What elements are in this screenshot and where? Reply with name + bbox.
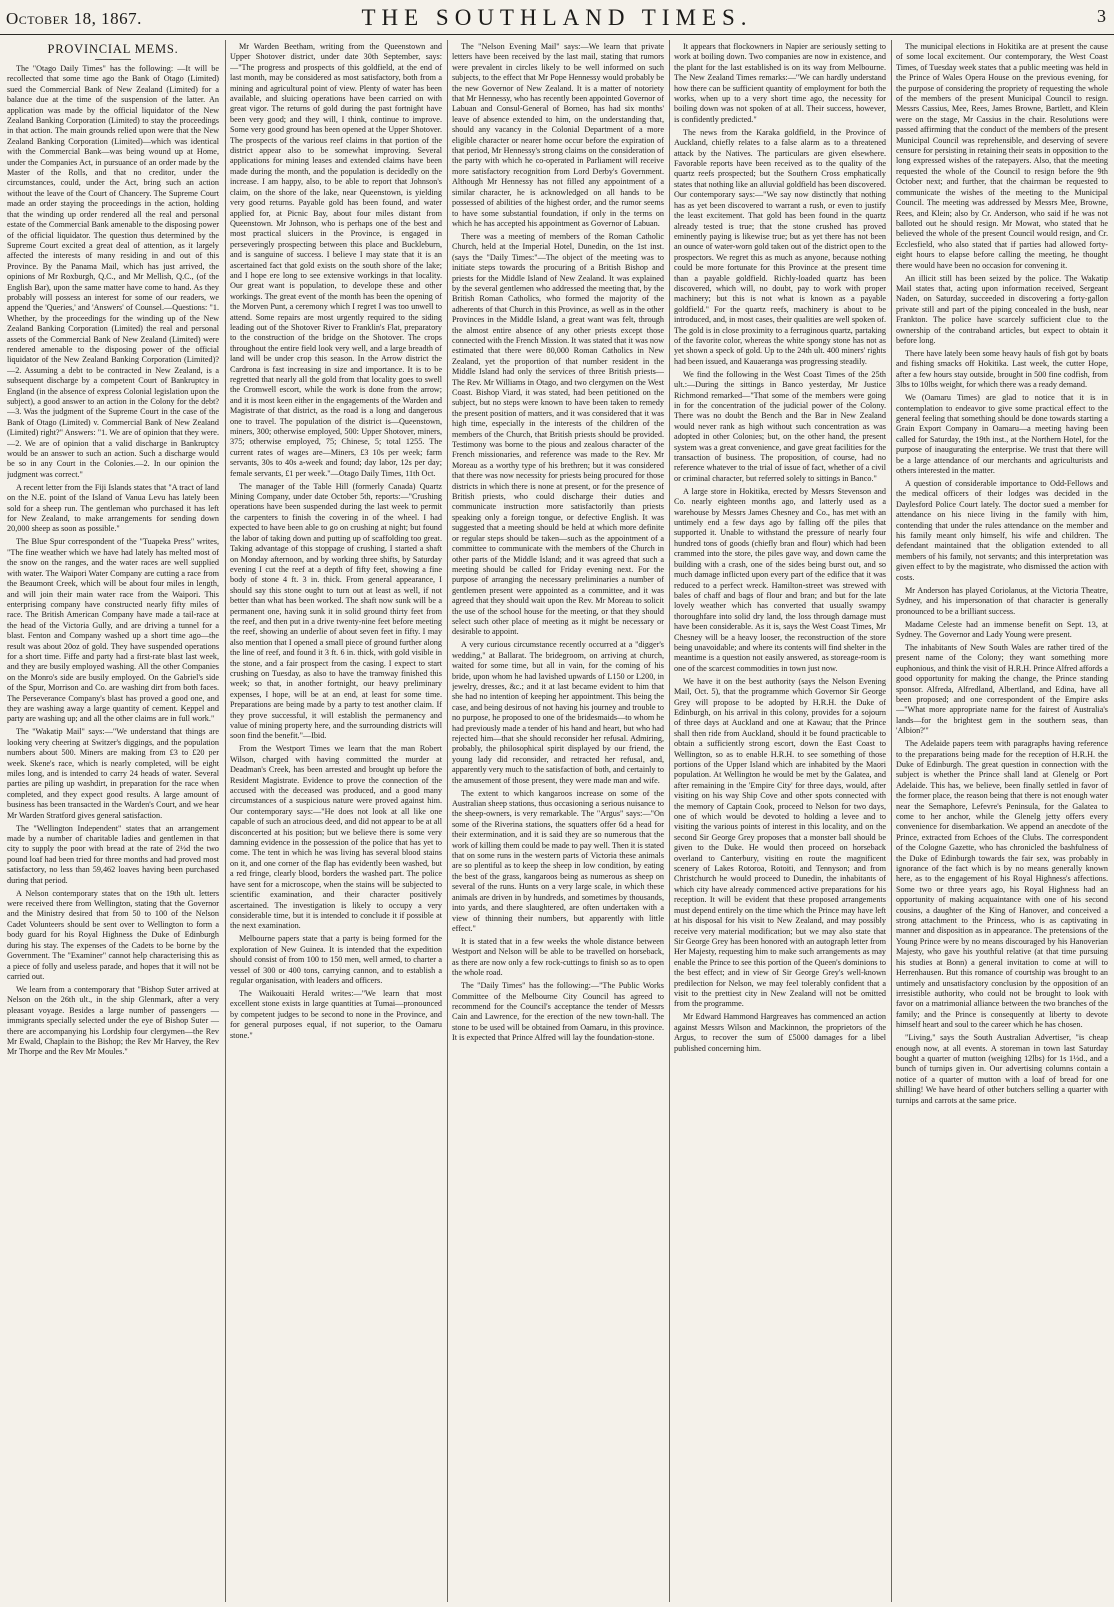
article-paragraph: From the Westport Times we learn that the man Robert Wilson, charged with having committed the murder at Deadman's Creek, has been arrested and brought up before the Resident Magistrate. Evidence to prove the connection of the accused with the deceased was produced, and a good many circumstances of a suspicious nature were proved against him. Our contemporary says:—"He does not look at all like one capable of such an atrocious deed, and did not appear to be at all disconcerted at his position; but we believe there is some very damning evidence in the possession of the police that has yet to come. The tent in which he was living has several blood stains on it, and one corner of the flap has evidently been washed, but a red fringe, clearly blood, borders the washed part. The police have sent for a microscope, when the stains will be subjected to scientific examination, and their character positively ascertained. The investigation is likely to occupy a very considerable time, but it is intended to conclude it if possible at the next examination.: [230, 744, 442, 931]
article-paragraph: Melbourne papers state that a party is being formed for the exploration of New Guinea. It is intended that the expedition should consist of from 100 to 150 men, well armed, to charter a vessel of 300 or 400 tons, carrying cannon, and to establish a regular organisation, with leaders and officers.: [230, 934, 442, 985]
article-paragraph: There have lately been some heavy hauls of fish got by boats and fishing smacks off Hokitika. Last week, the cutter Hope, after a few hours stay outside, brought in 500 fine codfish, from 3lbs to 10lbs weight, for which there was a ready demand.: [896, 348, 1108, 390]
heading-rule: [95, 59, 131, 60]
column-rule: [669, 40, 670, 1602]
article-paragraph: The "Daily Times" has the following:—"The Public Works Committee of the Melbourne City Council has agreed to recommend for the Council's acceptance the tender of Messrs Cain and Lawrence, for the erection of the new town-hall. The stone to be used will be obtained from Oamaru, in this province. It is expected that Prince Alfred will lay the foundation-stone.: [452, 981, 664, 1043]
column-5: [896, 42, 1108, 1602]
article-paragraph: There was a meeting of members of the Roman Catholic Church, held at the Imperial Hotel, Dunedin, on the 1st inst. (says the "Daily Times:"—The object of the meeting was to initiate steps towards the procuring of a British Bishop and priests for the Middle Island of New Zealand. It was explained by the several gentlemen who addressed the meeting that, by the British Roman Catholics, who formed the majority of the adherents of that Church in this Province, as well as in the other Provinces in the Middle Island, a great want was felt, through the almost entire absence of any other priests except those connected with the French Mission. It was stated that it was now estimated that there were 80,000 Roman Catholics in New Zealand, yet the proportion of that number resident in the Middle Island had only the services of three British priests—The Rev. Mr Williams in Otago, and two clergymen on the West Coast. Bishop Viard, it was stated, had been petitioned on the subject, but no steps were known to have been taken to remedy the present position of matters, and it was considered that it was high time, especially in the interests of the children of the members of the Church, that British priests should be provided. Testimony was borne to the pious and zealous character of the French missionaries, and reference was made to the Rev. Mr Moreau as a worthy type of his brethren; but it was considered that there was now necessity for priests being procured for those districts in which there is none at present, or for the presence of British priests, who could discharge their duties and communicate instruction more satisfactorily than priests speaking only a foreign tongue, or defective English. It was suggested that a meeting should be held at which more definite or regular steps should be taken—such as the appointment of a committee to communicate with the members of the Church in other parts of the Middle Island; and it was agreed that such a meeting should be called for Friday evening next. For the purpose of arranging the necessary preliminaries a number of gentlemen present were appointed as a committee, and it was agreed that they should wait upon the Rev. Mr Moreau to solicit the use of the school house for the meeting, or that they should select such other place of meeting as it might be necessary or desirable to appoint.: [452, 231, 664, 637]
column-4: [674, 42, 886, 1602]
article-paragraph: The inhabitants of New South Wales are rather tired of the present name of the Colony; they want something more euphonious, and think the visit of H.R.H. Prince Alfred affords a good opportunity for making the change, the Prince standing sponsor. Alfreda, Alfredland, Albertland, and Edina, have all been proposed; and one correspondent of the Empire asks—"What more appropriate name for the fairest of Australia's lands—for the brightest gem in the southern seas, than 'Albion?'": [896, 642, 1108, 736]
masthead: [0, 0, 1114, 35]
article-paragraph: A question of considerable importance to Odd-Fellows and the medical officers of their lodges was decided in the Daylesford Police Court lately. The doctor sued a member for attendance on his niece living in the family with him, contending that under the rules attendance on the member and his family meant only himself, his wife and children. The defendant maintained that the obligation extended to all members of his family, not servants; and this interpretation was given effect to by the magistrate, who dismissed the action with costs.: [896, 479, 1108, 582]
article-paragraph: The "Nelson Evening Mail" says:—We learn that private letters have been received by the last mail, stating that rumors were prevalent in circles likely to be well informed on such subjects, to the effect that Mr Pope Hennessy would probably be the new Governor of New Zealand. It is a matter of notoriety that Mr Hennessy, who has recently been appointed Governor of Labuan and Consul-General of Borneo, has had six months' leave of absence extended to him, on the understanding that, should any vacancy in the Colonial Department of a more eligible character or nearer home occur before the expiration of that period, Mr Hennessy's strong claims on the consideration of the party with which he co-operated in Parliament will receive more satisfactory recognition from Lord Derby's Government. Although Mr Hennessy has not filled any appointment of a similar character, he is acknowledged on all hands to be possessed of abilities of the highest order, and the rumor seems to have some substantial foundation, if only in the terms on which he has accepted his appointment as Governor of Labuan.: [452, 42, 664, 228]
article-paragraph: The news from the Karaka goldfield, in the Province of Auckland, chiefly relates to a false alarm as to a threatened attack by the Natives. The particulars are given elsewhere. Favorable reports have been received as to the quality of the quartz reefs prospected; but the Southern Cross emphatically states that nothing like an alluvial goldfield has been discovered. Our contemporary says:—"We say now distinctly that nothing has as yet been discovered to warrant a rush, or even to justify the least excitement. That gold has been found in the quartz already tested is true; that the stone crushed has proved eminently paying is likewise true; but as yet there has not been an ounce of water-worn gold taken out of the district open to the prospectors. We regret this as much as anyone, because nothing could be more fortunate for this Province at the present time than a payable goldfield. Richly-loaded quartz has been discovered, which will, no doubt, pay to work with proper machinery; but this is not what is known as a payable goldfield." For the quartz reefs, machinery is about to be introduced, and, in most cases, their qualities are well spoken of. The gold is in close proximity to a ferruginous quartz, partaking of the favorite color, whereas the white spongy stone has not as yet shown a speck of gold. Up to the 24th ult. 400 miners' rights had been issued, and Kauaeranga was progressing steadily.: [674, 127, 886, 366]
article-paragraph: A recent letter from the Fiji Islands states that "A tract of land on the N.E. point of the Island of Vanua Levu has lately been sold for a sheep run. The gentleman who purchased it has left for New Zealand, to make arrangements for sending down 20,000 sheep as soon as possible.": [7, 482, 219, 534]
article-paragraph: A large store in Hokitika, erected by Messrs Stevenson and Co. nearly eighteen months ago, and latterly used as a warehouse by Messrs James Chesney and Co., has met with an untimely end a few days ago by falling off the piles that supported it. Unable to withstand the pressure of nearly four hundred tons of goods (chiefly bran and flour) which had been crammed into the store, the piles gave way, and down came the building with a crash, one of the sides being burst out, and so much damage inflicted upon every part of the edifice that it was reduced to a perfect wreck. Hamilton-street was strewed with bales of chaff and bags of flour and bran; and but for the late lovely weather which has converted that usually swampy thoroughfare into solid dry land, the loss through damage must have been considerable. As it is, says the West Coast Times, Mr Chesney will be a heavy looser, the reconstruction of the store being unavoidable; and where its contents will find shelter in the meantime is a question not easily answered, as storeage-room is one of the scarcest commodities in town just now.: [674, 486, 886, 673]
article-paragraph: The municipal elections in Hokitika are at present the cause of some local excitement. Our contemporary, the West Coast Times, of Tuesday week states that a public meeting was held in the Prince of Wales Opera House on the previous evening, for the purpose of considering the propriety of requesting the whole of the members of the present Municipal Council to resign. Messrs Cassius, Mee, Rees, James Browne, Bartlett, and Klein were on the stage, Mr Cassius in the chair. Resolutions were passed affirming that the conduct of the members of the present Municipal Council was reprehensible, and deserving of severe censure for persisting in retaining their seats in opposition to the long expressed wishes of the ratepayers. Also, that the meeting requested the whole of the Council to resign before the 9th October next; and further, that the chairman be requested to communicate the wishes of the meeting to the Municipal Council. The meeting was addressed by Messrs Mee, Browne, Rees, and Klein; also by Cr. Anderson, who said if he was not balloted out he should resign. Mr Mowat, who stated that he believed the whole of the present Council would resign, and Cr. Ecclesfield, who also stated that if parties had allowed forty-eight hours to elapse before calling the meeting, he thought there would have been no occasion for convening it.: [896, 42, 1108, 270]
article-paragraph: It appears that flockowners in Napier are seriously setting to work at boiling down. Two companies are now in existence, and the plant for the last established is on its way from Melbourne. The New Zealand Times remarks:—"We can hardly understand how there can be sufficient quantity of employment for both the works, when up to a very short time ago, the necessity for boiling down was not spoken of at all. Their success, however, is confidently predicted.": [674, 42, 886, 124]
article-paragraph: "Living," says the South Australian Advertiser, "is cheap enough now, at all events. A storeman in town last Saturday bought a quarter of mutton (weighing 12lbs) for 1s 1½d., and a bunch of turnips given in. Our advertising columns contain a notice of a quarter of mutton with a loaf of bread for one shilling! We have heard of other butchers selling a quarter with turnips and carrots at the same price.: [896, 1033, 1108, 1105]
article-paragraph: A very curious circumstance recently occurred at a "digger's wedding," at Ballarat. The bridegroom, on arriving at church, waited for some time, but all in vain, for the coming of his bride, upon whom he had lavished upwards of L150 or L200, in jewelry, dresses, &c.; and it at last became evident to him that she had no intention of keeping her appointment. This being the case, and being desirous of not having his journey and trouble to no purpose, he proposed to one of the bridesmaids—to whom he had previously made a tender of his hand and heart, but who had rejected him—that she should reconsider her refusal. Admiring, probably, the philosophical spirit displayed by our friend, the young lady did reconsider, and retracted her refusal, and, apparently very much to the satisfaction of both, and certainly to the amusement of those present, they were made man and wife.: [452, 640, 664, 785]
newspaper-title: THE SOUTHLAND TIMES.: [361, 5, 753, 30]
article-paragraph: A Nelson contemporary states that on the 19th ult. letters were received there from Wellington, stating that the Governor and the Ministry desired that from 50 to 100 of the Nelson Cadet Volunteers should be sent over to Wellington to form a body guard for his Royal Highness the Duke of Edinburgh during his stay. The expenses of the Cadets to be borne by the Government. The "Examiner" cannot help characterising this as a piece of folly and useless parade, and hopes that it will not be carried out.: [7, 888, 219, 981]
page-number: 3: [1097, 6, 1106, 26]
article-paragraph: We learn from a contemporary that "Bishop Suter arrived at Nelson on the 26th ult., in the ship Glenmark, after a very pleasant voyage. Besides a large number of passengers — immigrants specially selected under the eye of Bishop Suter —there are accompanying his Lordship four clergymen—the Rev Mr Ewald, Chaplain to the Bishop; the Rev Mr Harvey, the Rev Mr Thorpe and the Rev Mr Moules.": [7, 984, 219, 1057]
article-paragraph: We have it on the best authority (says the Nelson Evening Mail, Oct. 5), that the programme which Governor Sir George Grey will propose to be adopted by H.R.H. the Duke of Edinburgh, on his arrival in this colony, provides for a sojourn of three days at Auckland and one at Kawau; that the Prince shall then ride from Auckland, should it be found practicable to obtain a sufficiently strong escort, down the East Coast to Wellington, so as to enable H.R.H. to see something of those portions of the Upper Island which are inhabited by the Maori population. At Wellington he would be met by the Galatea, and after remaining in the 'Empire City' for three days, would, after visiting on his way Ship Cove and other spots connected with the memory of Captain Cook, proceed to Nelson for two days, one of which would be devoted to holding a levee and to visiting the various points of interest in this locality, and on the second Sir George Grey proposes that a monster ball should be given to the Duke. He would then proceed on horseback overland to Canterbury, visiting en route the magnificent scenery of Lakes Rotoroa, Rotoiti, and Tennyson; and from Christchurch he would proceed to Dunedin, the inhabitants of which city have already commenced active preparations for his reception. It will be evident that these proposed arrangements must depend entirely on the time which the Prince may have left at his disposal for his visit to New Zealand, and may possibly receive very material modification; but we may also state that Sir George Grey has been honored with an autograph letter from Her Majesty, requesting him to make such arrangements as may enable the Prince to see this portion of the Queen's dominions to the best effect; and in view of Sir George Grey's well-known predilection for Nelson, we may feel tolerably confident that a visit to the prettiest city in New Zealand will not be omitted from the programme.: [674, 676, 886, 1009]
column-rule: [225, 40, 226, 1602]
column-2: [230, 42, 442, 1602]
article-paragraph: Mr Anderson has played Coriolanus, at the Victoria Theatre, Sydney, and his impersonation of that character is generally pronounced to be a brilliant success.: [896, 585, 1108, 616]
section-heading: PROVINCIAL MEMS.: [47, 42, 179, 56]
article-paragraph: The "Otago Daily Times" has the following: —It will be recollected that some time ago the Bank of Otago (Limited) sued the Commercial Bank of New Zealand (Limited) for a balance due at the time of the suspension of the latter. An application was made by the official liquidator of the New Zealand Banking Corporation (Limited) to stay the proceedings in that action. The main grounds relied upon were that the New Zealand Banking Corporation (Limited)—which was identical with the Commercial Bank—was being wound up at Home, under the Companies Act, in pursuance of an order made by the Master of the Rolls, and that no creditor, under the circumstances, could, under the Act, bring such an action without the leave of the Court of Chancery. The Supreme Court made an order staying the proceedings in the action, holding that the winding up order rendered all the real and personal estate of the Commercial Bank amenable to the disposing power of the official liquidator. The question thus determined by the Supreme Court excited a great deal of attention, as it largely affected the interests of many residing in and out of this Province. By the Panama Mail, which has just arrived, the opinions of Mr Roxburgh, Q.C., and Mr Mellish, Q.C., (of the English Bar), upon the same matter have come to hand. As they probably will possess an interest for some of our readers, we append the 'Queries,' and 'Answers' of Counsel.—Questions: "1. Whether, by the proceedings for the winding up of the New Zealand Banking Corporation (Limited) the real and personal assets of the Commercial Bank of New Zealand (Limited) were rendered amenable to the disposing power of the official liquidator of the New Zealand Banking Corporation (Limited)?—2. Assuming a debt to be contracted in New Zealand, is a subsequent discharge by a competent Court of Bankruptcy in England (in the absence of express Colonial legislation upon the subject), a good answer to an action in the Colony for the debt?—3. Was the judgment of the Supreme Court in the case of the Bank of Otago (Limited) v. Commercial Bank of New Zealand (Limited) right?" Answers: "1. We are of opinion that they were.—2. We are of opinion that a valid discharge in Bankruptcy would be an answer to such an action. Such a discharge would be so in any Court in the Colonies.—2. In our opinion the judgment was correct.": [7, 64, 219, 479]
issue-date: October 18, 1867.: [6, 9, 142, 28]
article-paragraph: The manager of the Table Hill (formerly Canada) Quartz Mining Company, under date October 5th, reports:—"Crushing operations have been suspended during the last week to permit the carpenters to finish the covering in of the wheel. I had expected to have been able to go on crushing at night; but found the labor of taking down and putting up of scaffolding too great. Taking advantage of this stoppage of crushing, I started a shaft on Monday afternoon, and by working three shifts, by Saturday evening I cut the reef at a depth of fifty feet, showing a fine body of stone 4 ft. 3 in. thick. From general appearance, I should say this stone ought to turn out at least as well, if not better than what has been worked. The shaft now sunk will be a permanent one, having sunk it in solid ground thirty feet from the reef, and then put in a drive twenty-nine feet before meeting the reef, showing an underlie of about seven feet in fifty. I may also mention that I opened a small piece of ground further along the line of reef, and found it 3 ft. 6 in. thick, with gold visible in the stone, and a fair prospect from the casing. I expect to start crushing on Tuesday, as also to have the tramway finished this week; so that, in another fortnight, our heavy preliminary expenses, I hope, will be at an end, at least for some time. Preparations are being made by a party to test another claim. If they prove successful, it will establish the permanency and value of mining property here, and the surrounding districts will soon find the benefit."—Ibid.: [230, 481, 442, 741]
column-3: [452, 42, 664, 1602]
article-paragraph: Mr Warden Beetham, writing from the Queenstown and Upper Shotover district, under date 30th September, says:—"The progress and prospects of this goldfield, at the end of last month, may be considered as most satisfactory, both from a mining and agricultural point of view. Plenty of water has been available, and sluicing operations have been carried on with great vigor. The returns of gold during the past fortnight have been very good; and they will, I think, continue to improve. Some very good ground has been opened at the Upper Shotover. The prospects of the various reef claims in that portion of the district appear also to be somewhat improving. Several applications for mining leases and extended claims have been made during the month, and the population is decidedly on the increase. I am happy, also, to be able to report that Johnson's claim, on the shore of the lake, near Queenstown, is yielding very good returns. Payable gold has been found, and water applied for, at Picnic Bay, about four miles distant from Queenstown. Mr Johnson, who is perhaps one of the best and most practical sluicers in the Province, is engaged in perseveringly prospecting between this place and Buckleburn, and is sanguine of success. I believe I may state that it is an ascertained fact that gold exists on the south shore of the lake; and I hope ere long to see extensive workings in that locality. Our great want is population, to develope these and other workings. The great event of the month has been the opening of the Morven Punt, a ceremony which I regret I was too unwell to attend. Some repairs are most urgently required to the siding leading out of the Shotover River to Franklin's Flat, preparatory to the construction of the bridge on the Shotover. The crops throughout the entire field look very well, and a large breadth of land will be under crop this season. In the Arrow district the Cardrona is fast increasing in size and importance. It is to be regretted that nearly all the gold from that locality goes to swell the Cromwell escort, while the work is done from the arrow; and it is most keen either in the engagements of the Warden and Magistrate of that district, as the road is a long and dangerous one to travel. The population of the district is—Queenstown, miners, 300; otherwise employed, 500: Upper Shotover, miners, 375; otherwise employed, 75; Chinese, 5; total 1255. The current rates of wages are—Miners, £3 10s per week; farm servants, 30s to 40s a-week and found; day labor, 12s per day; female servants, £1 per week."—Otago Daily Times, 11th Oct.: [230, 42, 442, 478]
article-paragraph: The extent to which kangaroos increase on some of the Australian sheep stations, thus occasioning a serious nuisance to the sheep-owners, is very remarkable. The "Argus" says:—"On some of the Riverina stations, the squatters offer 6d a head for their extermination, and it is said they are so numerous that the work of killing them could be made to pay well. Then it is stated that on some runs in the western parts of Victoria these animals are so plentiful as to keep the sheep in low condition, by eating the best of the grass, kangaroos being as numerous as sheep on several of the runs. Hunts on a very large scale, in which these animals are driven in by hundreds, and sometimes by thousands, into yards, and there slaughtered, are often undertaken with a view of thinning their numbers, but apparently with little effect.": [452, 788, 664, 933]
article-paragraph: Mr Edward Hammond Hargreaves has commenced an action against Messrs Wilson and Mackinnon, the proprietors of the Argus, to recover the sum of £5000 damages for a libel published concerning him.: [674, 1012, 886, 1053]
article-paragraph: Madame Celeste had an immense benefit on Sept. 13, at Sydney. The Governor and Lady Young were present.: [896, 619, 1108, 639]
article-paragraph: The Adelaide papers teem with paragraphs having reference to the preparations being made for the reception of H.R.H. the Duke of Edinburgh. The great question in connection with the subject is whether the Prince shall land at Glenelg or Port Adelaide. This has, we believe, been finally settled in favor of the former place, the reason being that there is not enough water near the Semaphore, Lefevre's Peninsula, for the Galatea to come to her anchor, while the Glenelg jetty offers every convenience for disembarkation. We append an anecdote of the Prince, extracted from Echoes of the Clubs. The correspondent of the Cologne Gazette, who has chronicled the bashfulness of the Duke of Edinburgh towards the fair sex, was probably in ignorance of the fact which is by no means generally known here, as to the engagement of his Royal Highness's affections. Some two or three years ago, his Royal Highness had an opportunity of making acquaintance with one of his second cousins, a daughter of the King of Hanover, and conceived a strong attachment to the Princess, who is as captivating in manner and disposition as in appearance. The pretensions of the Young Prince were by no means discouraged by his Hanoverian Majesty, who gave his youthful relative (at that time pursuing his studies at Bonn) a general invitation to come at will to Herrenhausen. But this romance of courtship was brought to an untimely and unsatisfactory conclusion by the opposition of an irresistible authority, who could not be brought to look with favor on a matrimonial alliance between the two branches of the family; and the Prince is consequently at liberty to devote himself heart and soul to the career which he has chosen.: [896, 739, 1108, 1030]
column-rule: [447, 40, 448, 1602]
article-paragraph: We (Oamaru Times) are glad to notice that it is in contemplation to endeavor to give some practical effect to the general feeling that something should be done towards starting a Grain Export Company in Oamaru—a meeting having been called for Saturday, the 19th inst., at the Northern Hotel, for the purpose of inaugurating the enterprise. We trust that there will be a large attendance of our merchants and agriculturists and others interested in the matter.: [896, 393, 1108, 476]
column-rule: [891, 40, 892, 1602]
article-paragraph: The Blue Spur correspondent of the "Tuapeka Press" writes, "The fine weather which we have had lately has melted most of the snow on the ranges, and the water races are well supplied with water. The Waipori Water Company are cutting a race from the Beaumont Creek, which will be about four miles in length, and will join their main water race from the Waipori. This enterprising company have constructed nearly fifty miles of race. The British American Company have made a tail-race at the head of the Victoria Gully, and are driving a tunnel for a blast. Fenton and Company washed up a short time ago—the result was about 20oz of gold. They have suspended operations for a short time. Fiffe and party had a first-rate blast last week, and they are busily employed washing. All the other Companies on the Monro's side are busily employed. On the Gabriel's side of the Spur, Morrison and Co. are washing dirt from both faces. The Perseverance Company's blast has proved a good one, and they are washing away a large quantity of cement. Keppel and party are washing up; and all the other claims are in full work.": [7, 537, 219, 724]
article-paragraph: It is stated that in a few weeks the whole distance between Westport and Nelson will be able to be travelled on horseback, as there are now only a few rock-cuttings to finish so as to open the whole road.: [452, 936, 664, 978]
article-paragraph: An illicit still has been seized by the police. The Wakatip Mail states that, acting upon information received, Sergeant Naden, on Saturday, succeeded in discovering a forty-gallon private still and part of the piping concealed in the bush, near Frankton. The police have scarcely sufficient clue to the ownership of the contraband articles, but expect to obtain it before long.: [896, 273, 1108, 345]
article-paragraph: The "Wellington Independent" states that an arrangement made by a number of charitable ladies and gentlemen in that city to supply the poor with bread at the rate of 2½d the two pound loaf had been tried for three months and had proved most satisfactory, no less than 59,462 loaves having been purchased during that period.: [7, 823, 219, 885]
article-paragraph: We find the following in the West Coast Times of the 25th ult.:—During the sittings in Banco yesterday, Mr Justice Richmond remarked—"That some of the members were going in for the concentration of the judicial power of the Colony. There was no doubt the Bench and the Bar in New Zealand would never rank as high without such concentration as was adopted in other Colonies; but, on the other hand, the present system was a great convenience, and gave great facilities for the transaction of business. The proposition, of course, had no reference whatever to the trial of issue of fact, whether of a civil or criminal character, but referred solely to sittings in Banco.": [674, 369, 886, 483]
column-1: [7, 42, 219, 1602]
article-paragraph: The Waikouaiti Herald writes:—"We learn that most excellent stone exists in large quantities at Tumai—pronounced by competent judges to be second to none in the Province, and for general purposes equal, if not superior, to the Oamaru stone.": [230, 988, 442, 1040]
article-paragraph: The "Wakatip Mail" says:—"We understand that things are looking very cheering at Switzer's diggings, and the population numbers about 500. Miners are making from £3 to £20 per week. Skene's race, which is nearly completed, will be eight miles long, and is intended to carry 24 heads of water. Several parties are piling up washdirt, in preparation for the race when completed, and they expect good results. A large amount of business has been transacted in the Warden's Court, and we hear Mr Warden Stratford gives general satisfaction.: [7, 727, 219, 820]
